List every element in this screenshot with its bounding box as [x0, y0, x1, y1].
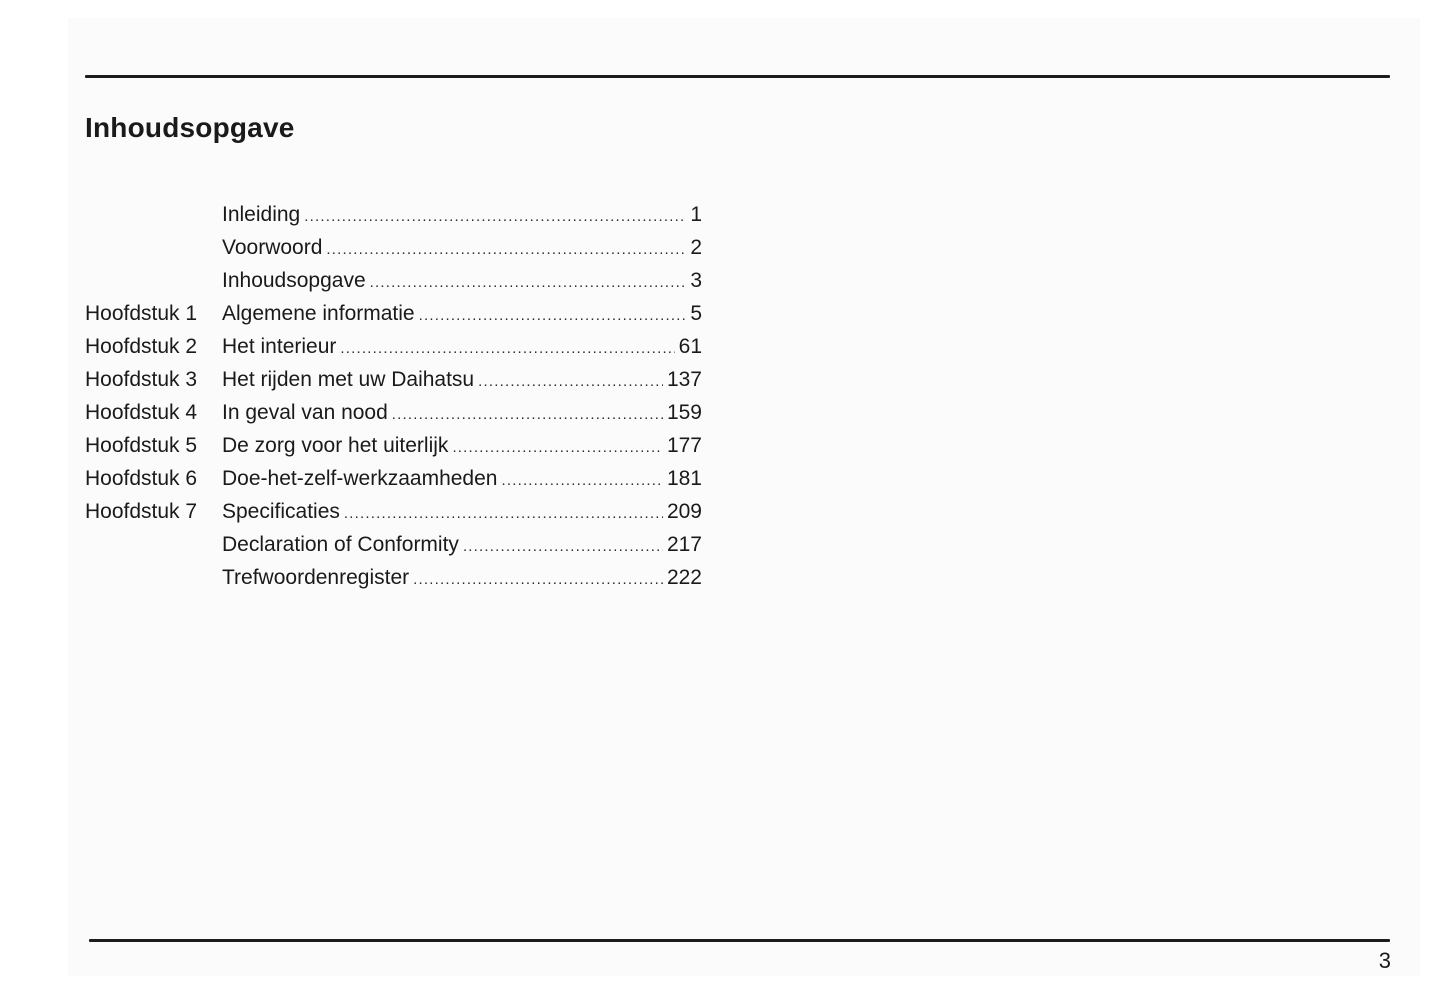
toc-page-number: 137: [666, 368, 702, 391]
toc-entry-link[interactable]: [222, 561, 702, 596]
toc-entry-link[interactable]: [222, 528, 702, 563]
toc-page-number: 5: [690, 302, 702, 325]
toc-page-number: 3: [690, 269, 702, 292]
toc-entry-title: Doe-het-zelf-werkzaamheden: [222, 467, 498, 490]
toc-entry-title: Inleiding: [222, 203, 301, 226]
toc-page-number: 159: [666, 401, 702, 424]
toc-row: [85, 396, 705, 429]
toc-entry-title: Trefwoordenregister: [222, 566, 410, 589]
toc-chapter-label: Hoofdstuk 3: [85, 368, 198, 391]
toc-entry-link[interactable]: [222, 264, 702, 299]
toc-entry-title: Het rijden met uw Daihatsu: [222, 368, 475, 391]
toc-entry-link[interactable]: [222, 495, 702, 530]
toc-chapter-label: Hoofdstuk 6: [85, 467, 198, 490]
toc-page-number: 222: [666, 566, 702, 589]
toc-page-number: 2: [690, 236, 702, 259]
toc-page-number: 181: [666, 467, 702, 490]
toc-page-number: 1: [690, 203, 702, 226]
toc-row: [85, 462, 705, 495]
toc-chapter-label: Hoofdstuk 1: [85, 302, 198, 325]
toc-dot-leader: [370, 266, 687, 299]
toc-entry-title: De zorg voor het uiterlijk: [222, 434, 449, 457]
toc-entry-title: Het interieur: [222, 335, 337, 358]
toc-row: [85, 198, 705, 231]
toc-dot-leader: [344, 497, 663, 530]
toc-row: [85, 330, 705, 363]
toc-dot-leader: [478, 365, 663, 398]
toc-entry-title: Declaration of Conformity: [222, 533, 459, 556]
toc-entry-link[interactable]: [222, 231, 702, 266]
toc-dot-leader: [392, 398, 663, 431]
toc-dot-leader: [340, 332, 674, 365]
toc-dot-leader: [419, 299, 687, 332]
toc-row: [85, 363, 705, 396]
toc-entry-title: Voorwoord: [222, 236, 323, 259]
bottom-rule: [89, 939, 1390, 942]
top-rule: [85, 75, 1390, 78]
table-of-contents: [85, 198, 705, 594]
page-number: 3: [1378, 948, 1391, 973]
toc-row: [85, 264, 705, 297]
toc-chapter-label: Hoofdstuk 2: [85, 335, 198, 358]
toc-row: [85, 561, 705, 594]
toc-page-number: 177: [666, 434, 702, 457]
toc-chapter-label: Hoofdstuk 5: [85, 434, 198, 457]
toc-row: [85, 495, 705, 528]
toc-entry-title: In geval van nood: [222, 401, 388, 424]
toc-row: [85, 429, 705, 462]
toc-page-number: 61: [678, 335, 702, 358]
toc-chapter-label: Hoofdstuk 4: [85, 401, 198, 424]
toc-dot-leader: [501, 464, 662, 497]
toc-page-number: 209: [666, 500, 702, 523]
toc-entry-link[interactable]: [222, 330, 702, 365]
toc-dot-leader: [304, 200, 686, 233]
toc-page-number: 217: [666, 533, 702, 556]
toc-dot-leader: [463, 530, 663, 563]
toc-dot-leader: [326, 233, 686, 266]
page-title: Inhoudsopgave: [85, 112, 295, 143]
toc-entry-link[interactable]: [222, 198, 702, 233]
toc-dot-leader: [413, 563, 663, 596]
toc-entry-link[interactable]: [222, 363, 702, 398]
toc-entry-title: Algemene informatie: [222, 302, 415, 325]
toc-dot-leader: [452, 431, 663, 464]
toc-row: [85, 297, 705, 330]
toc-chapter-label: Hoofdstuk 7: [85, 500, 198, 523]
toc-entry-link[interactable]: [222, 462, 702, 497]
toc-entry-link[interactable]: [222, 396, 702, 431]
toc-entry-title: Inhoudsopgave: [222, 269, 366, 292]
toc-row: [85, 528, 705, 561]
toc-entry-link[interactable]: [222, 297, 702, 332]
toc-entry-title: Specificaties: [222, 500, 340, 523]
toc-row: [85, 231, 705, 264]
toc-entry-link[interactable]: [222, 429, 702, 464]
